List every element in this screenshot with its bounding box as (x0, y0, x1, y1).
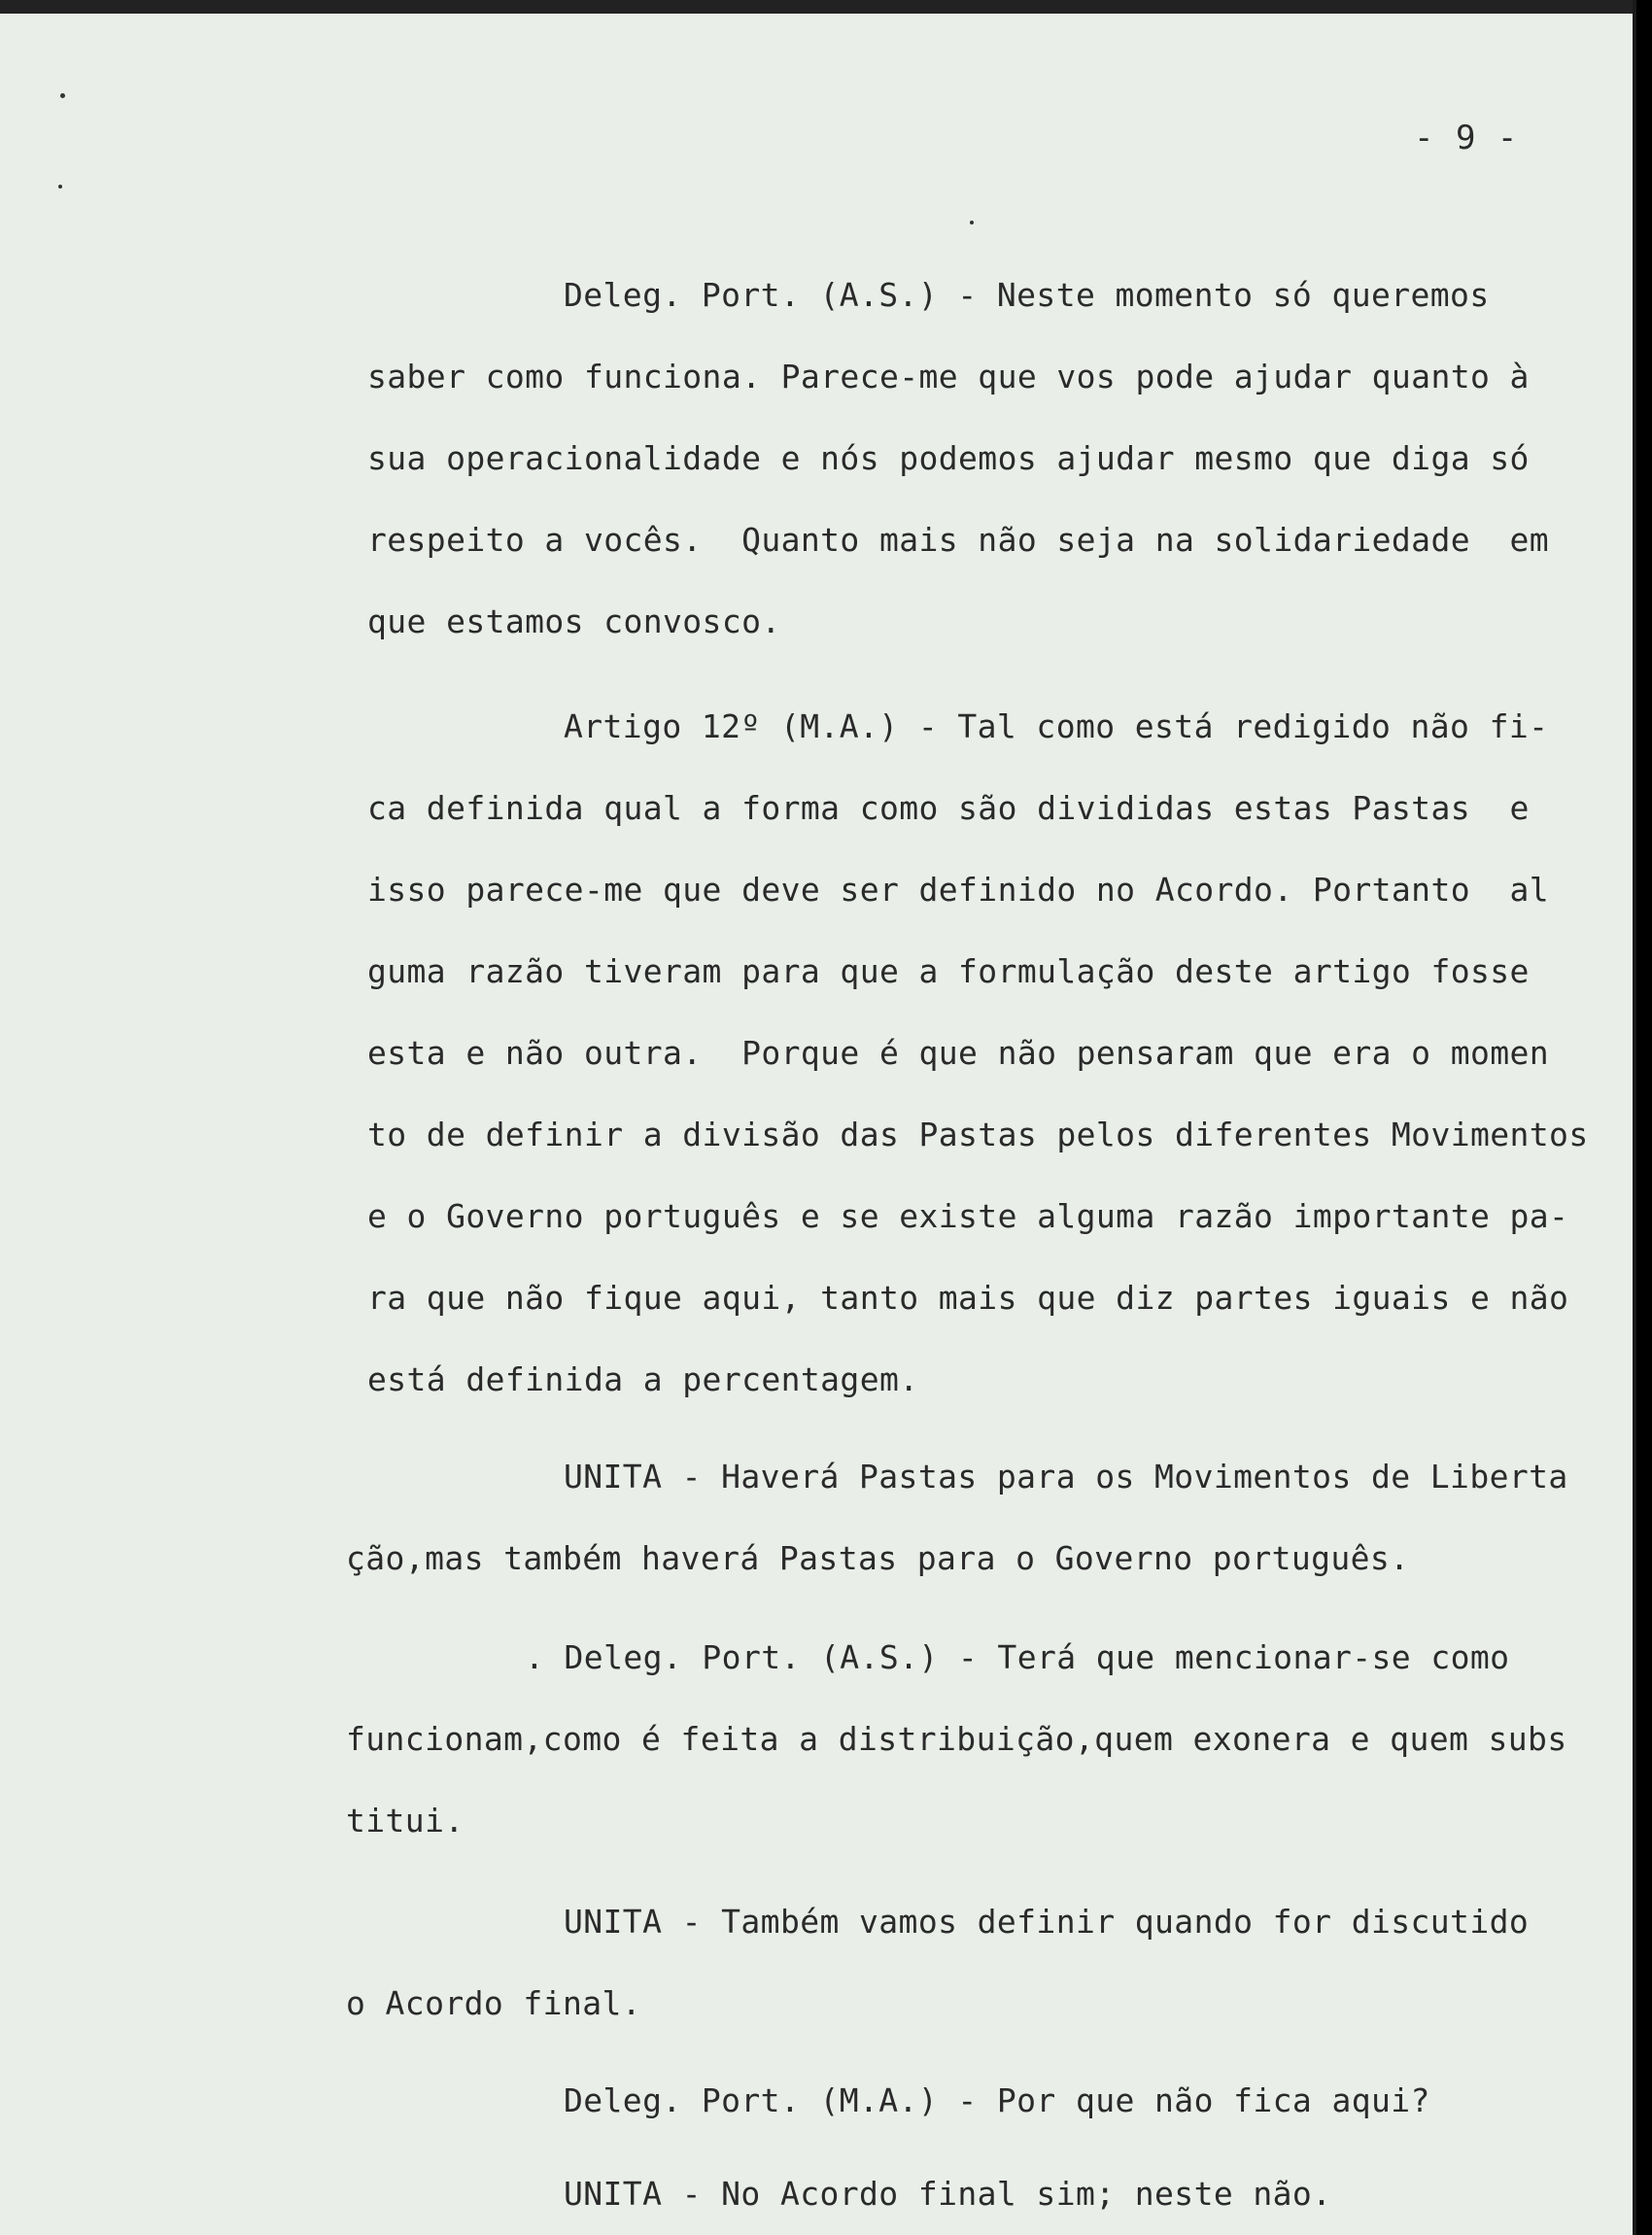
text-line: funcionam,como é feita a distribuição,quem exonera e quem subs (346, 1720, 1567, 1758)
scan-speck (970, 221, 974, 224)
text-line: está definida a percentagem. (367, 1360, 919, 1398)
text-line: respeito a vocês. Quanto mais não seja na solidariedade em (367, 521, 1550, 559)
text-line: . Deleg. Port. (A.S.) - Terá que mencionar-se como (525, 1638, 1510, 1676)
page-number: - 9 - (1414, 119, 1519, 157)
text-line: Deleg. Port. (A.S.) - Neste momento só queremos (564, 276, 1490, 314)
text-line: ra que não fique aqui, tanto mais que diz partes iguais e não (367, 1279, 1569, 1317)
text-line: UNITA - Também vamos definir quando for discutido (564, 1903, 1530, 1941)
text-line: UNITA - Haverá Pastas para os Movimentos de Liberta (564, 1458, 1568, 1496)
text-line: UNITA - No Acordo final sim; neste não. (564, 2175, 1332, 2213)
text-line: guma razão tiveram para que a formulação deste artigo fosse (367, 952, 1530, 990)
text-line: to de definir a divisão das Pastas pelos diferentes Movimentos (367, 1116, 1589, 1153)
text-line: e o Governo português e se existe alguma razão importante pa- (367, 1197, 1569, 1235)
text-line: sua operacionalidade e nós podemos ajudar mesmo que diga só (367, 439, 1530, 477)
scan-speck (58, 185, 62, 189)
text-line: saber como funciona. Parece-me que vos pode ajudar quanto à (367, 358, 1530, 395)
text-line: esta e não outra. Porque é que não pensaram que era o momen (367, 1034, 1550, 1072)
text-line: ca definida qual a forma como são divididas estas Pastas e (367, 789, 1530, 827)
scan-speck (60, 93, 65, 98)
text-line: o Acordo final. (346, 1984, 642, 2022)
text-line: que estamos convosco. (367, 602, 781, 640)
text-line: titui. (346, 1802, 465, 1840)
text-line: Deleg. Port. (M.A.) - Por que não fica aqui? (564, 2081, 1430, 2119)
text-line: isso parece-me que deve ser definido no Acordo. Portanto al (367, 871, 1550, 909)
text-line: Artigo 12º (M.A.) - Tal como está redigido não fi- (564, 707, 1549, 745)
scan-top-edge (0, 0, 1633, 14)
text-line: ção,mas também haverá Pastas para o Governo português. (346, 1539, 1410, 1577)
